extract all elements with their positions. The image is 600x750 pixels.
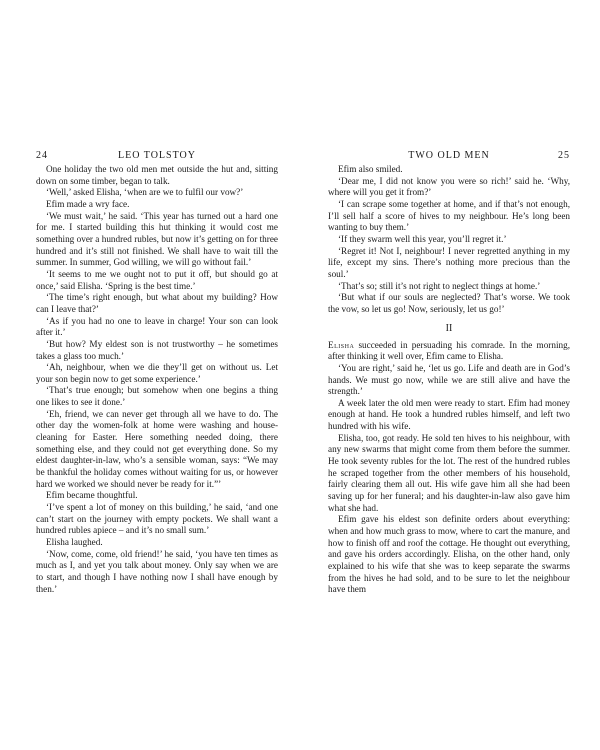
- opening-text: succeeded in persuading his comrade. In the morning, after thinking it well over, Efim came to Elisha.: [328, 339, 570, 362]
- paragraph: One holiday the two old men met outside the hut and, sitting down on some timber, began to talk.: [36, 164, 278, 186]
- paragraph: ‘The time’s right enough, but what about my building? How can I leave that?’: [36, 292, 278, 314]
- paragraph: ‘But what if our souls are neglected? That’s worse. We took the vow, so let us go! Now, seriously, let us go!’: [328, 292, 570, 314]
- paragraph: ‘Now, come, come, old friend!’ he said, ‘you have ten times as much as I, and yet you talk about money. Only say when we are to start, and though I have nothing now I shall have enough by then.’: [36, 548, 278, 594]
- paragraph: ‘You are right,’ said he, ‘let us go. Life and death are in God’s hands. We must go now, while we are still alive and have the strength.’: [328, 362, 570, 397]
- paragraph: ‘It seems to me we ought not to put it off, but should go at once,’ said Elisha. ‘Spring is the best time.’: [36, 268, 278, 291]
- paragraph: ‘But how? My eldest son is not trustworthy – he sometimes takes a glass too much.’: [36, 338, 278, 361]
- paragraph: ‘Ah, neighbour, when we die they’ll get on without us. Let your son begin now to get some experience.’: [36, 362, 278, 384]
- page-number-left: 24: [36, 150, 48, 161]
- paragraph: ‘Regret it! Not I, neighbour! I never regretted anything in my life, except my sins. There’s nothing more precious than the soul.’: [328, 245, 570, 279]
- paragraph: Efim also smiled.: [338, 164, 403, 174]
- left-page: [36, 150, 278, 595]
- paragraph: Elisha laughed.: [46, 537, 103, 547]
- left-running-head: [36, 150, 278, 164]
- paragraph: ‘If they swarm well this year, you’ll regret it.’: [338, 233, 507, 244]
- running-title-story: TWO OLD MEN: [408, 150, 490, 161]
- paragraph: ‘As if you had no one to leave in charge! Your son can look after it.’: [36, 315, 278, 338]
- paragraph: ‘Dear me, I did not know you were so rich!’ said he. ‘Why, where will you get it from?’: [328, 175, 570, 198]
- paragraph: Elisha, too, got ready. He sold ten hives to his neighbour, with any new swarms that might come from them before the summer. He took seventy rubles for the lot. The rest of the hundred rubles he scraped together from the other members of his household, fairly clearing them all out. His wife gave him all she had been saving up for her funeral; and his daughter-in-law also gave him what she had.: [328, 432, 570, 513]
- paragraph: Efim became thoughtful.: [46, 490, 138, 501]
- paragraph: A week later the old men were ready to start. Efim had money enough at hand. He took a hundred rubles himself, and left two hundred with his wife.: [328, 397, 570, 432]
- paragraph: ‘Eh, friend, we can never get through all we have to do. The other day the women-folk at home were washing and house-cleaning for Easter. Here something needed doing, there something else, and they could not get everything done. So my eldest daughter-in-law, who’s a sensible woman, says: “We may be thankful the holiday comes without waiting for us, or however hard we worked we should never be ready for it.”’: [36, 408, 278, 489]
- section-number: II: [445, 322, 453, 334]
- paragraph: ‘Well,’ asked Elisha, ‘when are we to fulfil our vow?’: [46, 187, 244, 198]
- page-number-right: 25: [558, 150, 570, 161]
- right-page-text: [328, 164, 570, 596]
- paragraph: ‘That’s true enough; but somehow when one begins a thing one likes to see it done.’: [36, 385, 278, 408]
- left-page-text: [36, 164, 278, 595]
- paragraph: Efim gave his eldest son definite orders about everything: when and how much grass to mow, where to cart the manure, and how to finish off and roof the cottage. He thought out everything, and gave his orders accordingly. Elisha, on the other hand, only explained to his wife that she was to keep separate the swarms from the hives he had sold, and to be sure to let the neighbour have them: [328, 514, 570, 595]
- section-opening-paragraph: [328, 340, 570, 363]
- paragraph: ‘I’ve spent a lot of money on this building,’ he said, ‘and one can’t start on the journey with empty pockets. We shall want a hundred rubles apiece – and it’s no small sum.’: [36, 502, 278, 536]
- right-page: [328, 150, 570, 596]
- paragraph: ‘That’s so; still it’s not right to neglect things at home.’: [338, 280, 541, 291]
- paragraph: ‘I can scrape some together at home, and if that’s not enough, I’ll sell half a score of hives to my neighbour. He’s long been wanting to buy them.’: [328, 198, 570, 233]
- opening-word: Elisha: [328, 339, 355, 350]
- right-running-head: [328, 150, 570, 164]
- running-title-author: LEO TOLSTOY: [118, 150, 196, 161]
- paragraph: Efim made a wry face.: [46, 198, 130, 209]
- paragraph: ‘We must wait,’ he said. ‘This year has turned out a hard one for me. I started building this hut thinking it would cost me something over a hundred rubles, but now it’s getting on for three hundred and it’s still not finished. We shall have to wait till the summer. In summer, God willing, we will go without fail.’: [36, 210, 278, 268]
